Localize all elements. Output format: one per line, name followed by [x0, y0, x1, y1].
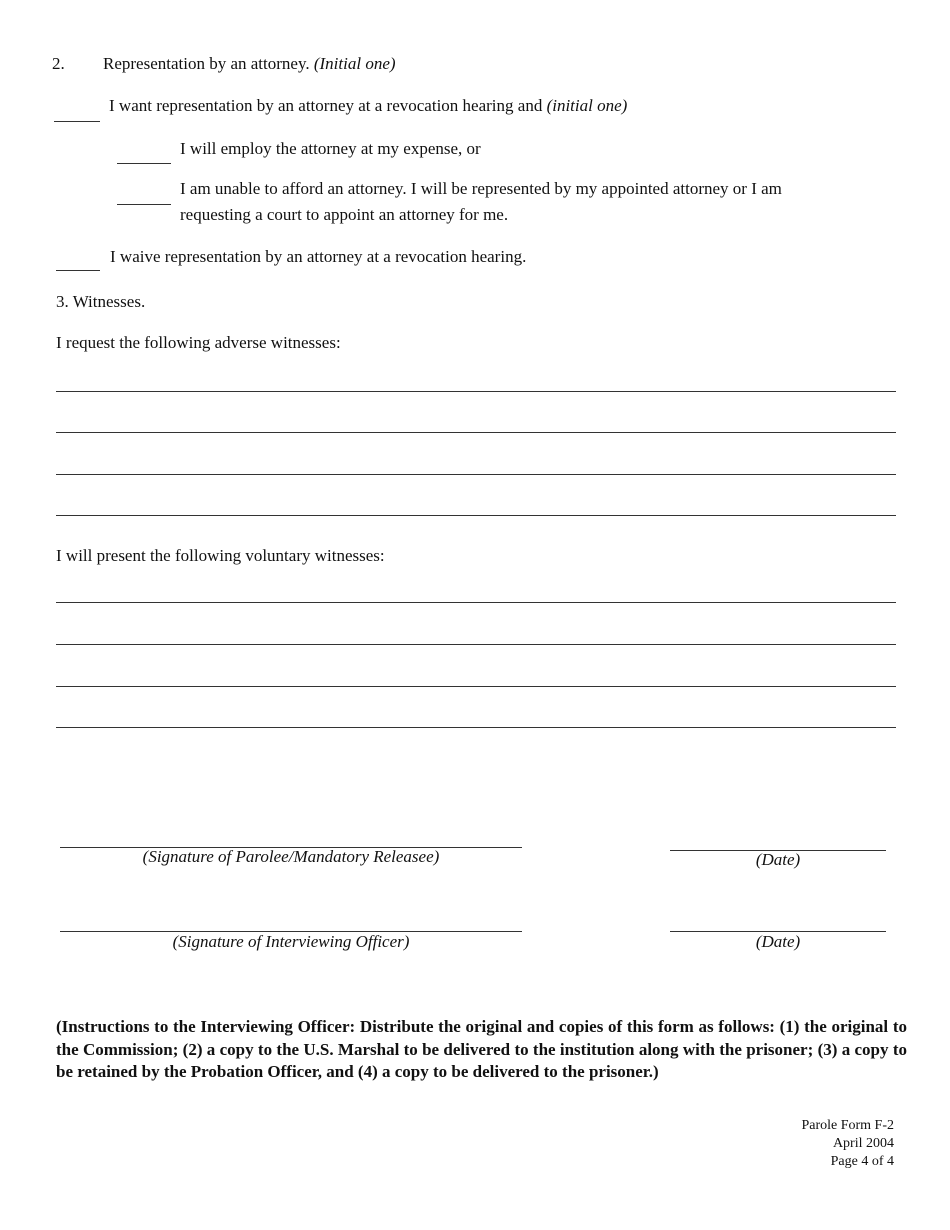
adverse-witnesses-label: I request the following adverse witnesses:: [56, 333, 341, 352]
footer-page-number: Page 4 of 4: [830, 1154, 894, 1169]
officer-instructions: (Instructions to the Interviewing Officer: Distribute the original and copies of this form as follows: (1) the original to the Commission; (2) a copy to the U.S. Marshal to be delivered to the institution along with the prisoner; (3) a copy to be retained by the Probation Officer, and (4) a copy to be delivered to the prisoner.): [56, 1017, 907, 1081]
voluntary-witness-line-1[interactable]: [56, 602, 896, 603]
officer-date-caption: (Date): [755, 932, 801, 951]
section-2-number: 2.: [52, 54, 65, 73]
officer-signature-caption: (Signature of Interviewing Officer): [172, 932, 410, 951]
footer-form-name: Parole Form F-2: [801, 1118, 894, 1133]
initial-blank-waive-representation[interactable]: [56, 270, 100, 271]
adverse-witness-line-3[interactable]: [56, 474, 896, 475]
parolee-date-caption: (Date): [755, 850, 801, 869]
voluntary-witness-line-4[interactable]: [56, 727, 896, 728]
parolee-signature-caption: (Signature of Parolee/Mandatory Releasee): [142, 847, 440, 866]
voluntary-witnesses-label: I will present the following voluntary witnesses:: [56, 546, 385, 565]
voluntary-witness-line-2[interactable]: [56, 644, 896, 645]
option-want-representation: [109, 96, 627, 116]
footer-date: April 2004: [832, 1136, 894, 1151]
initial-blank-want-representation[interactable]: [54, 121, 100, 122]
adverse-witness-line-1[interactable]: [56, 391, 896, 392]
initial-blank-employ-attorney[interactable]: [117, 163, 171, 164]
form-footer: [801, 1117, 894, 1171]
initial-blank-appointed-attorney[interactable]: [117, 204, 171, 205]
section-2-heading: [103, 54, 396, 74]
sub-option-appointed-line-1: I am unable to afford an attorney. I will be represented by my appointed attorney or I am: [180, 179, 782, 198]
option-waive-representation: I waive representation by an attorney at a revocation hearing.: [110, 247, 527, 266]
option-want-note: (initial one): [546, 96, 628, 115]
section-2-title: Representation by an attorney.: [103, 54, 310, 73]
adverse-witness-line-4[interactable]: [56, 515, 896, 516]
voluntary-witness-line-3[interactable]: [56, 686, 896, 687]
section-3-title: 3. Witnesses.: [56, 292, 146, 311]
adverse-witness-line-2[interactable]: [56, 432, 896, 433]
sub-option-appointed-line-2: requesting a court to appoint an attorney for me.: [180, 205, 509, 224]
section-2-title-note: (Initial one): [313, 54, 396, 73]
sub-option-employ-attorney: I will employ the attorney at my expense, or: [180, 139, 481, 158]
option-want-text: I want representation by an attorney at a revocation hearing and: [109, 96, 543, 115]
